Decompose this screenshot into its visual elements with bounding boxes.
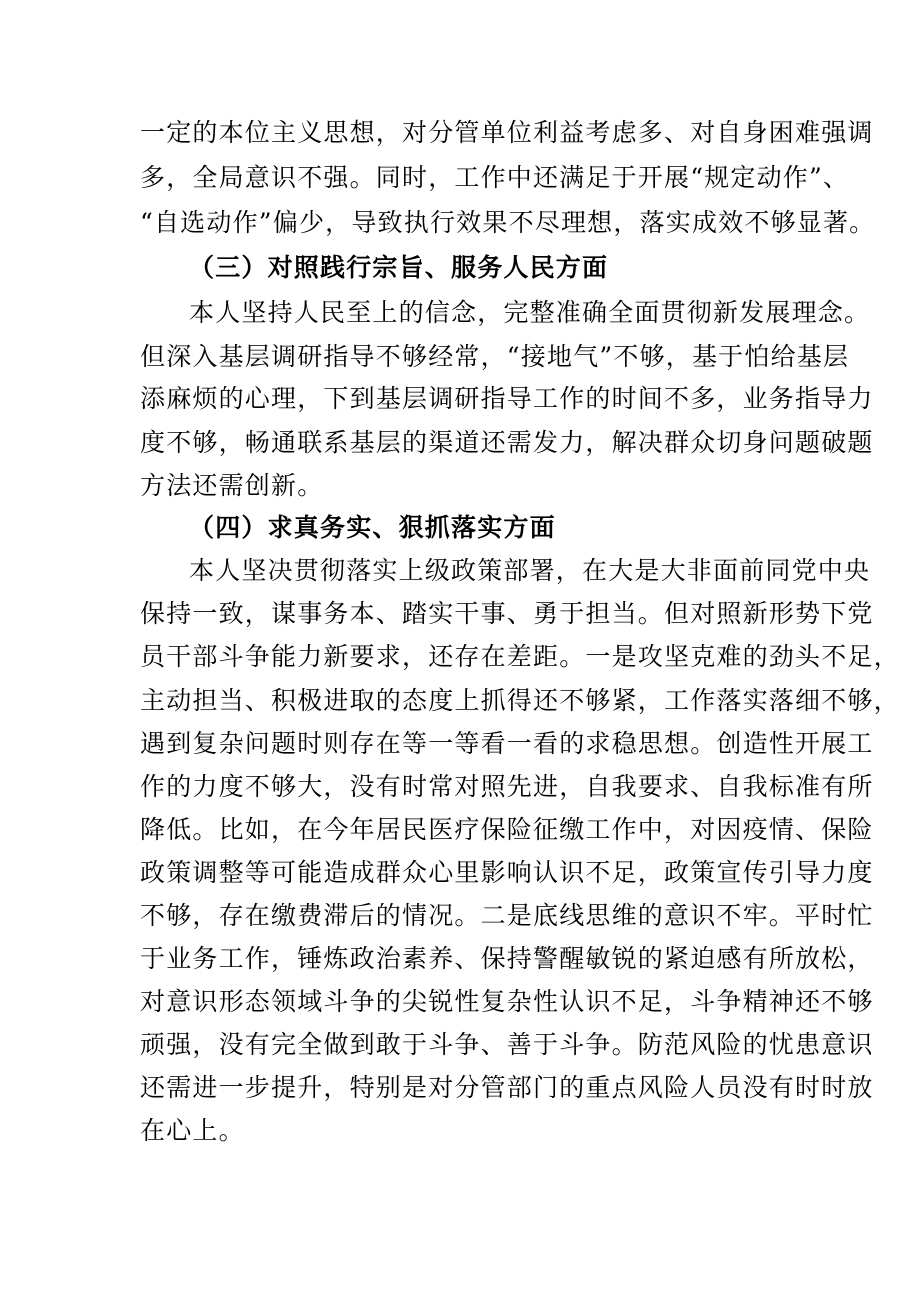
paragraph-line: 本人坚持人民至上的信念，完整准确全面贯彻新发展理念。 — [189, 298, 871, 327]
paragraph-line: 还需进一步提升，特别是对分管部门的重点风险人员没有时时放 — [140, 1073, 874, 1102]
paragraph-line: 员干部斗争能力新要求，还存在差距。一是攻坚克难的劲头不足， — [140, 642, 900, 671]
paragraph-line: 一定的本位主义思想，对分管单位利益考虑多、对自身困难强调 — [140, 118, 874, 147]
paragraph-line: 对意识形态领域斗争的尖锐性复杂性认识不足，斗争精神还不够 — [140, 987, 874, 1016]
paragraph-line: 但深入基层调研指导不够经常，“接地气”不够，基于怕给基层 — [140, 342, 850, 371]
paragraph-line: 方法还需创新。 — [140, 471, 324, 500]
paragraph-line: 顽强，没有完全做到敢于斗争、善于斗争。防范风险的忧患意识 — [140, 1030, 874, 1059]
paragraph-line: 遇到复杂问题时则存在等一等看一看的求稳思想。创造性开展工 — [140, 729, 874, 758]
paragraph-line: 主动担当、积极进取的态度上抓得还不够紧，工作落实落细不够， — [140, 686, 900, 715]
paragraph-line: 添麻烦的心理，下到基层调研指导工作的时间不多，业务指导力 — [140, 384, 874, 413]
paragraph-line: 于业务工作，锤炼政治素养、保持警醒敏锐的紧迫感有所放松， — [140, 944, 874, 973]
paragraph-line: 多，全局意识不强。同时，工作中还满足于开展“规定动作”、 — [140, 163, 850, 192]
paragraph-line: 政策调整等可能造成群众心里影响认识不足，政策宣传引导力度 — [140, 858, 874, 887]
section-heading-4: （四）求真务实、狠抓落实方面 — [189, 513, 556, 542]
paragraph-line: 保持一致，谋事务本、踏实干事、勇于担当。但对照新形势下党 — [140, 599, 874, 628]
paragraph-line: 度不够，畅通联系基层的渠道还需发力，解决群众切身问题破题 — [140, 428, 874, 457]
paragraph-line: 作的力度不够大，没有时常对照先进，自我要求、自我标准有所 — [140, 772, 874, 801]
paragraph-line: “自选动作”偏少，导致执行效果不尽理想，落实成效不够显著。 — [140, 208, 876, 237]
paragraph-line: 在心上。 — [140, 1116, 245, 1145]
paragraph-line: 本人坚决贯彻落实上级政策部署，在大是大非面前同党中央 — [189, 556, 871, 585]
paragraph-line: 降低。比如，在今年居民医疗保险征缴工作中，对因疫情、保险 — [140, 815, 874, 844]
paragraph-line: 不够，存在缴费滞后的情况。二是底线思维的意识不牢。平时忙 — [140, 901, 874, 930]
section-heading-3: （三）对照践行宗旨、服务人民方面 — [189, 253, 609, 282]
